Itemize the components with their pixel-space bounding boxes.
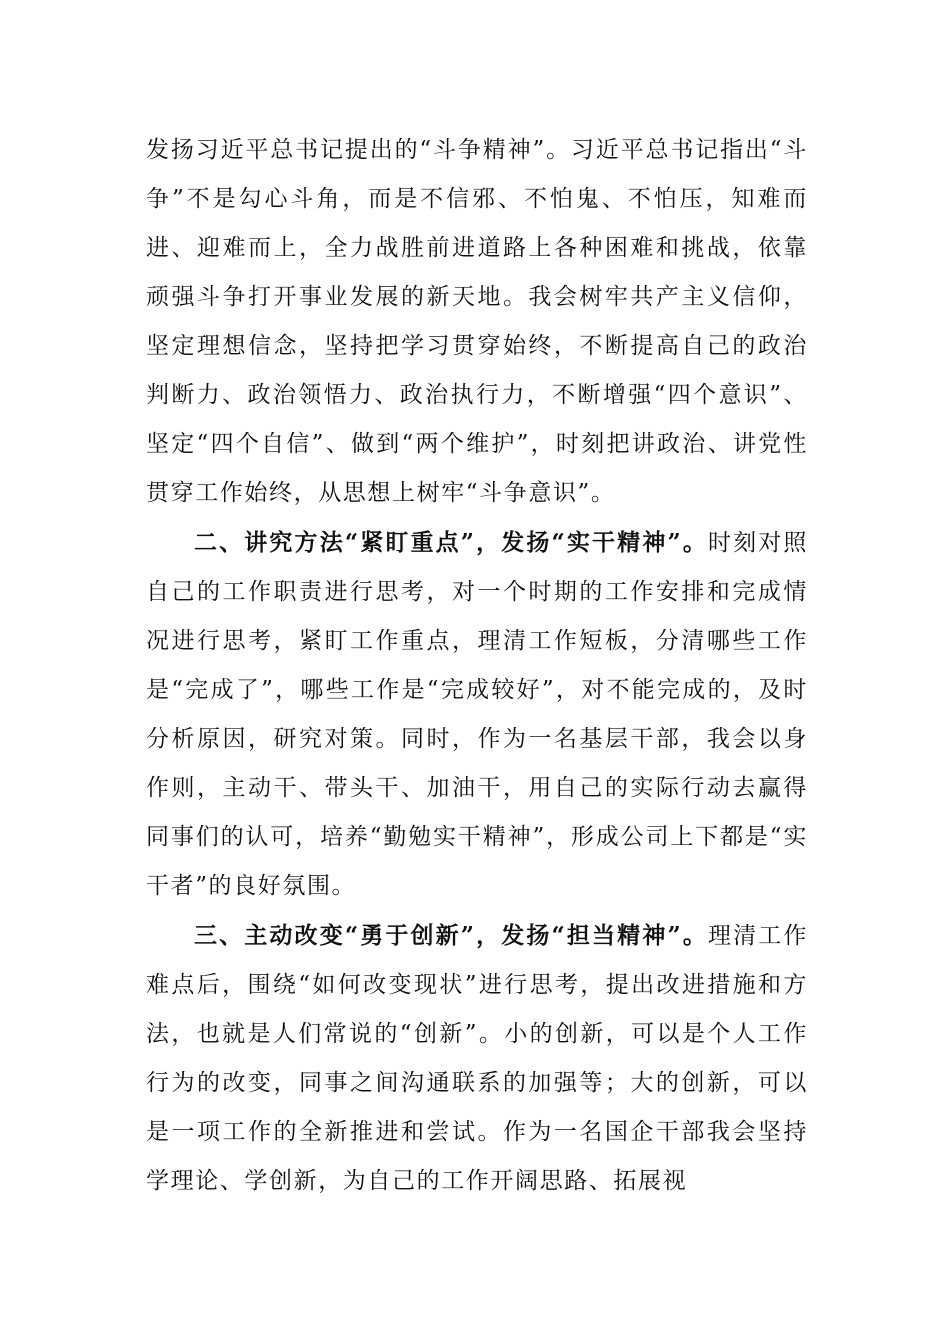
paragraph-body: 发扬习近平总书记提出的“斗争精神”。习近平总书记指出“斗争”不是勾心斗角，而是不信邪、不怕鬼、不怕压，知难而进、迎难而上，全力战胜前进道路上各种困难和挑战，依靠顽强斗争打开事业发展的新天地。我会树牢共产主义信仰，坚定理想信念，坚持把学习贯穿始终，不断提高自己的政治判断力、政治领悟力、政治执行力，不断增强“四个意识”、坚定“四个自信”、做到“两个维护”，时刻把讲政治、讲党性贯穿工作始终，从思想上树牢“斗争意识”。 <box>146 137 808 506</box>
paragraph-practical-spirit <box>146 518 808 911</box>
section-heading-3: 三、主动改变“勇于创新”，发扬“担当精神”。 <box>194 922 708 949</box>
section-heading-2: 二、讲究方法“紧盯重点”，发扬“实干精神”。 <box>194 529 708 556</box>
paragraph-body: 时刻对照自己的工作职责进行思考，对一个时期的工作安排和完成情况进行思考，紧盯工作重点，理清工作短板，分清哪些工作是“完成了”，哪些工作是“完成较好”，对不能完成的，及时分析原因，研究对策。同时，作为一名基层干部，我会以身作则，主动干、带头干、加油干，用自己的实际行动去赢得同事们的认可，培养“勤勉实干精神”，形成公司上下都是“实干者”的良好氛围。 <box>146 530 809 899</box>
paragraph-body: 理清工作难点后，围绕“如何改变现状”进行思考，提出改进措施和方法，也就是人们常说的“创新”。小的创新，可以是个人工作行为的改变，同事之间沟通联系的加强等；大的创新，可以是一项工作的全新推进和尝试。作为一名国企干部我会坚持学理论、学创新，为自己的工作开阔思路、拓展视 <box>146 923 809 1194</box>
paragraph-responsibility-spirit <box>146 911 808 1206</box>
document-page <box>146 126 808 1206</box>
paragraph-struggle-spirit <box>146 126 808 518</box>
